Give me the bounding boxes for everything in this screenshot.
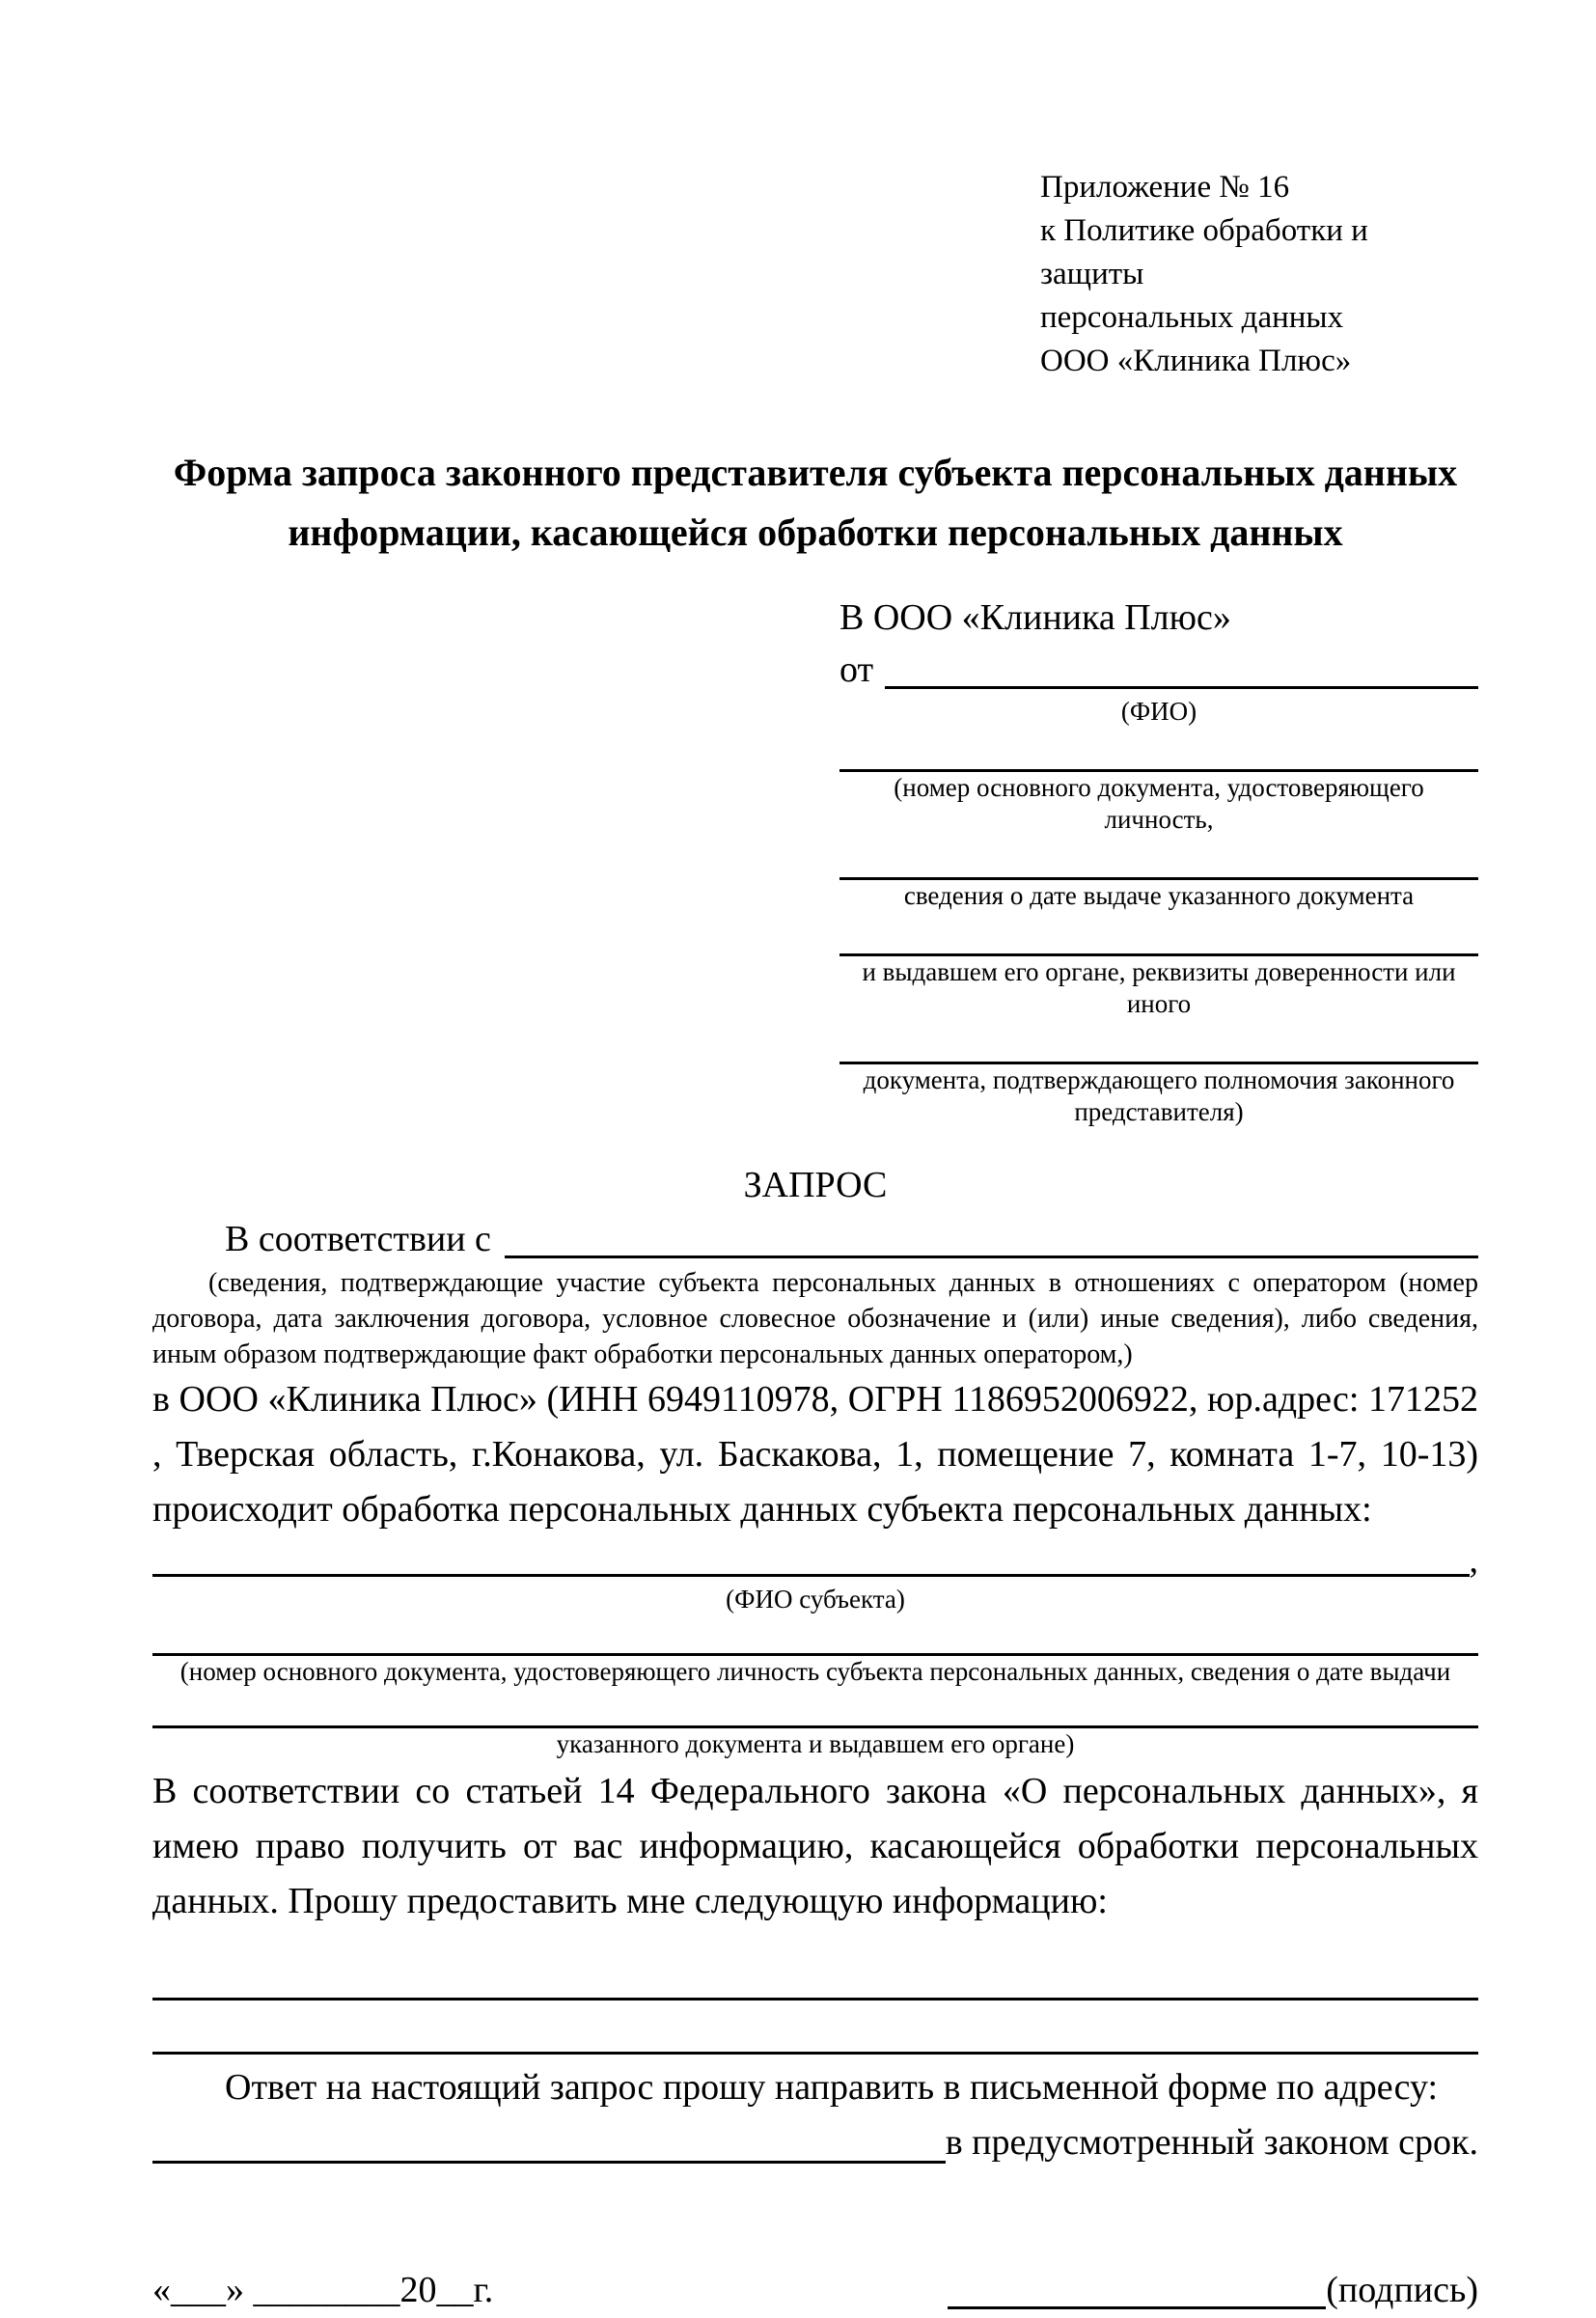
representative-doc-caption-4: документа, подтверждающего полномочия законного представителя)	[863, 1065, 1455, 1126]
requested-info-blank-line-1	[152, 1954, 1478, 2001]
relation-details-blank-line	[505, 1213, 1478, 1258]
footer-row	[152, 2263, 1478, 2318]
representative-doc-caption-3: и выдавшем его органе, реквизиты доверенности или иного	[862, 957, 1456, 1018]
subject-line-comma: ,	[1469, 1540, 1478, 1581]
answer-suffix: в предусмотренный законом срок.	[945, 2122, 1478, 2163]
appendix-header	[1040, 166, 1478, 383]
appendix-policy-line-1: к Политике обработки и защиты	[1040, 213, 1368, 291]
representative-fio-blank-line	[885, 644, 1478, 689]
subject-fio-caption: (ФИО субъекта)	[726, 1585, 905, 1614]
fio-caption: (ФИО)	[1120, 697, 1197, 726]
representative-doc-caption-2: сведения о дате выдаче указанного документа	[903, 881, 1415, 910]
form-title: Форма запроса законного представителя субъекта персональных данных информации, касающейся обработки персональных данных	[173, 451, 1458, 554]
addressee-block	[839, 592, 1478, 1128]
date-line: «___» ________20__г.	[152, 2270, 494, 2310]
representative-doc-blank-line-4	[839, 1020, 1478, 1064]
from-label: от	[839, 649, 874, 690]
answer-address-row	[152, 2115, 1478, 2170]
law-paragraph: В соответствии со статьей 14 Федерального закона «О персональных данных», я имею право получить от вас информацию, касающейся обработки персональных данных. Прошу предоставить мне следующую информацию:	[152, 1771, 1478, 1921]
appendix-org-name: ООО «Клиника Плюс»	[1040, 344, 1352, 378]
signature-blank-line	[948, 2306, 1326, 2309]
representative-doc-blank-line-1	[839, 728, 1478, 772]
representative-doc-blank-line-2	[839, 836, 1478, 880]
appendix-policy-line-2: персональных данных	[1040, 300, 1344, 335]
representative-doc-caption-1: (номер основного документа, удостоверяющего личность,	[894, 773, 1424, 834]
from-row	[839, 644, 1478, 696]
signature-caption: (подпись)	[1326, 2270, 1478, 2310]
subject-fio-row	[152, 1537, 1478, 1584]
requested-info-blank-line-2	[152, 2001, 1478, 2055]
subject-doc-caption-2: указанного документа и выдавшем его органе)	[556, 1729, 1075, 1758]
intro-row	[152, 1213, 1478, 1265]
subject-doc-blank-line-1	[152, 1615, 1478, 1656]
answer-address-blank-line	[152, 2115, 946, 2164]
signature-group	[948, 2263, 1478, 2318]
intro-label: В соответствии с	[225, 1219, 491, 1259]
addressee-org: В ООО «Клиника Плюс»	[839, 597, 1231, 638]
representative-doc-blank-line-3	[839, 912, 1478, 956]
operator-paragraph: в ООО «Клиника Плюс» (ИНН 6949110978, ОГРН 1186952006922, юр.адрес: 171252 , Тверская область, г.Конакова, ул. Баскакова, 1, помещение 7, комната 1-7, 10-13) происходит обработка персональных данных субъекта персональных данных:	[152, 1379, 1478, 1530]
subject-fio-blank-line	[152, 1537, 1470, 1577]
subject-doc-caption-1: (номер основного документа, удостоверяющего личность субъекта персональных данных, сведения о дате выдачи	[179, 1657, 1451, 1686]
subject-doc-blank-line-2	[152, 1688, 1478, 1728]
answer-paragraph: Ответ на настоящий запрос прошу направить в письменной форме по адресу:	[225, 2067, 1439, 2108]
appendix-number: Приложение № 16	[1040, 170, 1290, 205]
intro-caption: (сведения, подтверждающие участие субъекта персональных данных в отношениях с оператором (номер договора, дата заключения договора, условное словесное обозначение и (или) иные сведения), либо сведения, иным образом подтверждающие факт обработки персональных данных оператором,)	[152, 1268, 1478, 1369]
request-heading: ЗАПРОС	[743, 1165, 888, 1205]
